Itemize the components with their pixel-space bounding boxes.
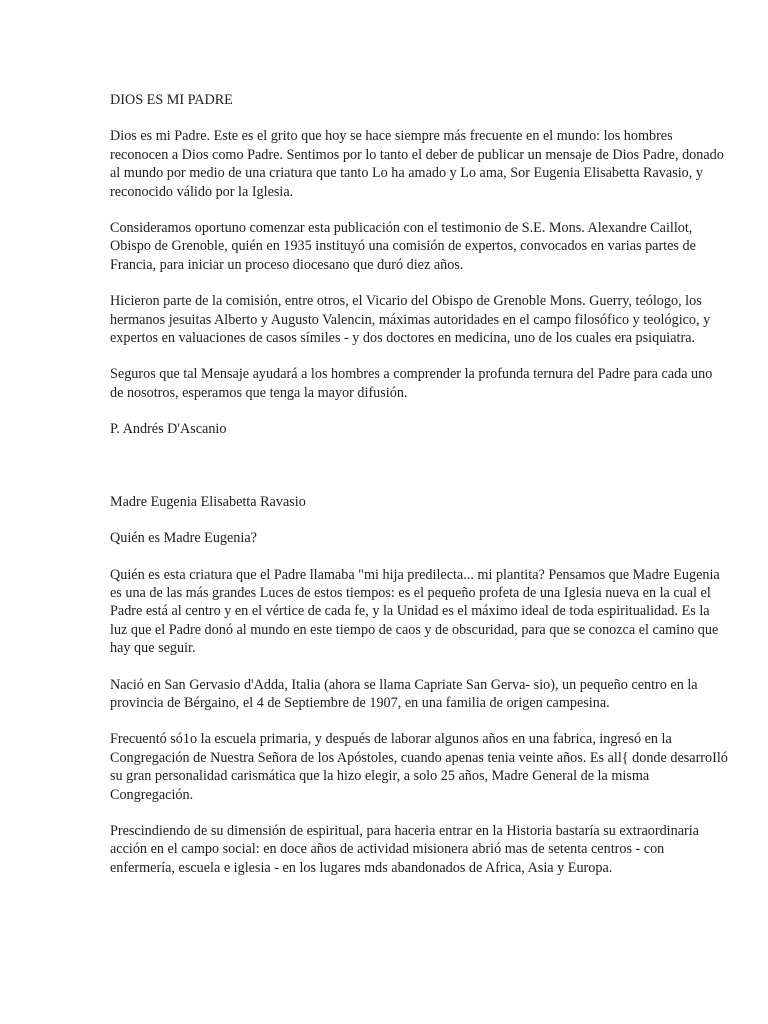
section-paragraph-4: Prescindiendo de su dimensión de espiritual, para haceria entrar en la Historia bastaría su extraordinaria acción en el campo social: en doce años de actividad misionera abrió mas de setenta centros - con enfermería, escuela e iglesia - en los lugares mds abandonados de Africa, Asia y Europa. <box>110 822 699 876</box>
intro-paragraph-4: Seguros que tal Mensaje ayudará a los hombres a comprender la profunda ternura del Padre para cada uno de nosotros, esperamos que tenga la mayor difusión. <box>110 366 713 401</box>
intro-paragraph-3: Hicieron parte de la comisión, entre otros, el Vicario del Obispo de Grenoble Mons. Guerry, teólogo, los hermanos jesuitas Alberto y Augusto Valencin, máximas autoridades en el campo filosófico y teológico, y expertos en valuaciones de casos símiles - y dos doctores en medicina, uno de los cuales era psiquiatra. <box>110 293 711 347</box>
section-paragraph-2: Nació en San Gervasio d'Adda, Italia (ahora se llama Capriate San Gerva- sio), un pequeño centro en la provincia de Bérgaino, el 4 de Septiembre de 1907, en una familia de origen campesina. <box>110 676 698 711</box>
section-paragraph-3: Frecuentó só1o la escuela primaria, y después de laborar algunos años en una fabrica, ingresó en la Congregación de Nuestra Señora de los Apóstoles, cuando apenas tenia veinte años. Es all{ donde desarroIló su gran personalidad carismática que la hizo elegir, a solo 25 años, Madre General de la misma Congregación. <box>110 731 728 803</box>
intro-paragraph-2: Consideramos oportuno comenzar esta publicación con el testimonio de S.E. Mons. Alexandre Caillot, Obispo de Grenoble, quién en 1935 instituyó una comisión de expertos, convocados en varias partes de Francia, para iniciar un proceso diocesano que duró diez años. <box>110 220 696 273</box>
section-question: Quién es Madre Eugenia? <box>110 530 257 547</box>
signature: P. Andrés D'Ascanio <box>110 421 227 438</box>
section-paragraph-1: Quién es esta criatura que el Padre llamaba "mi hija predilecta... mi plantita? Pensamos que Madre Eugenia es una de las más grandes Luces de estos tiempos: es el pequeño profeta de una Iglesia nueva en la cual el Padre está al centro y en el vértice de cada fe, y la Unidad es el máximo ideal de toda espiritualidad. Es la luz que el Padre donó al mundo en este tiempo de caos y de obscuridad, para que se conozca el camino que hay que seguir. <box>110 566 720 657</box>
section-heading: Madre Eugenia Elisabetta Ravasio <box>110 493 306 510</box>
document-title: DIOS ES MI PADRE <box>110 92 233 108</box>
intro-paragraph-1: Dios es mi Padre. Este es el grito que hoy se hace siempre más frecuente en el mundo: los hombres reconocen a Dios como Padre. Sentimos por lo tanto el deber de publicar un mensaje de Dios Padre, donado al mundo por medio de una criatura que tanto Lo ha amado y Lo ama, Sor Eugenia Elisabetta Ravasio, y reconocido válido por la Iglesia. <box>110 128 724 200</box>
